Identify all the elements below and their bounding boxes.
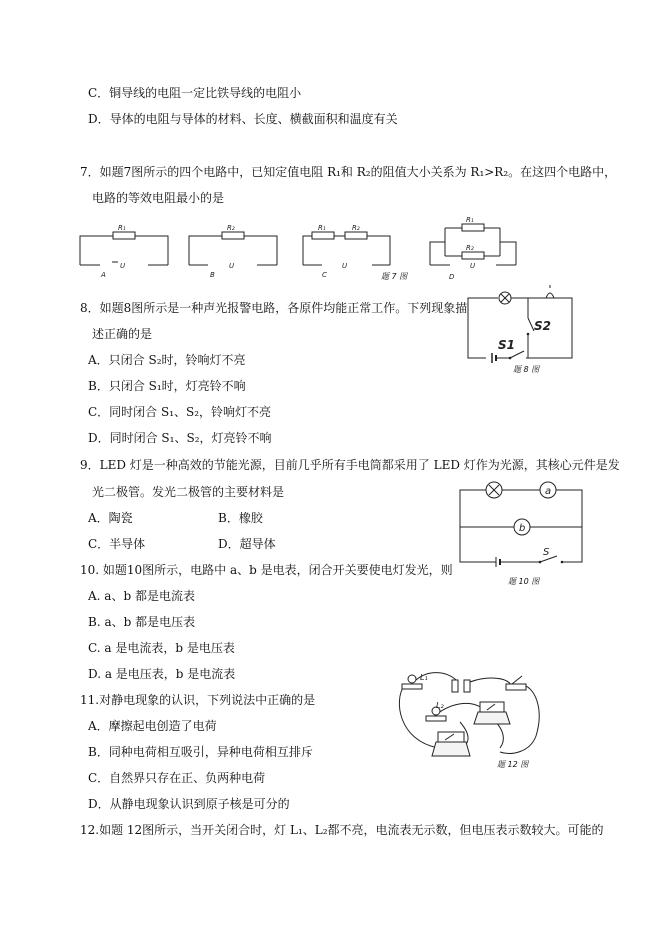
q12-switch-icon [506,684,526,690]
q8-s2-label: S2 [534,319,551,333]
q10-switch-label: S [543,547,550,558]
q8-option-c: C．同时闭合 S₁、S₂，铃响灯不亮 [88,405,272,419]
q9-option-d: D．超导体 [218,537,276,551]
q10-caption: 题 10 图 [508,577,540,586]
q12-l2-label: L₂ [436,701,444,710]
q10-meter-b-label: b [519,523,526,534]
q8-option-d: D．同时闭合 S₁、S₂，灯亮铃不响 [88,431,272,445]
q12-battery-2-icon [464,680,470,692]
q7-c-r1-label: R₁ [318,224,326,232]
q8-s1-label: S1 [498,338,515,352]
prev-option-d: D．导体的电阻与导体的材料、长度、横截面积和温度有关 [88,112,398,126]
q12-voltmeter-icon [474,712,510,724]
q11-option-b: B．同种电荷相互吸引，异种电荷相互排斥 [88,745,313,759]
q7-d-label: D [449,273,455,281]
q11-option-a: A．摩擦起电创造了电荷 [88,719,217,733]
q9-option-a: A．陶瓷 [88,511,133,525]
q10-option-b: B. a、b 都是电压表 [88,615,196,629]
q10-option-c: C. a 是电流表，b 是电压表 [88,641,235,655]
q9-stem-line2: 光二极管。发光二极管的主要材料是 [92,485,285,499]
q12-l2-base [426,716,446,721]
q11-option-d: D．从静电现象认识到原子核是可分的 [88,797,290,811]
q12-l1-lamp-icon [408,675,416,683]
q7-d-u-label: U [470,262,476,270]
q11-option-c: C．自然界只存在正、负两种电荷 [88,771,266,785]
q12-battery-1-icon [452,680,458,692]
q10-meter-a-label: a [545,486,552,497]
q7-b-r2-label: R₂ [227,224,235,232]
q11-stem: 11.对静电现象的认识，下列说法中正确的是 [80,693,316,707]
q8-stem-line2: 述正确的是 [92,327,153,341]
q8-option-a: A．只闭合 S₂时，铃响灯不亮 [88,353,246,367]
q7-caption: 题 7 图 [381,272,408,281]
q8-stem-line1: 8．如题8图所示是一种声光报警电路，各原件均能正常工作。下列现象描 [80,301,468,315]
q7-d-r2-label: R₂ [466,244,474,252]
q7-b-u-label: U [229,262,235,270]
q10-option-a: A. a、b 都是电流表 [88,589,195,603]
q7-a-r1-label: R₁ [118,224,126,232]
q7-stem-line2: 电路的等效电阻最小的是 [92,191,225,205]
q12-ammeter-icon [432,742,470,756]
q12-l1-base [402,684,422,689]
q12-stem: 12.如题 12图所示，当开关闭合时，灯 L₁、L₂都不亮，电流表无示数，但电压表示数较大。可能的 [80,823,604,837]
q9-stem-line1: 9．LED 灯是一种高效的节能光源，目前几乎所有手电筒都采用了 LED 灯作为光源，其核心元件是发 [80,458,620,472]
q12-caption: 题 12 图 [497,760,529,769]
q10-stem: 10. 如题10图所示，电路中 a、b 是电表，闭合开关要使电灯发光，则 [80,563,453,577]
q7-c-r2-label: R₂ [352,224,360,232]
q8-caption: 题 8 图 [513,365,540,374]
q7-d-r1-label: R₁ [466,216,474,224]
q7-b-label: B [210,271,215,279]
q7-c-u-label: U [342,262,348,270]
q9-option-c: C．半导体 [88,537,146,551]
q10-option-d: D. a 是电压表，b 是电流表 [88,667,236,681]
prev-option-c: C．铜导线的电阻一定比铁导线的电阻小 [88,86,302,100]
q8-option-b: B．只闭合 S₁时，灯亮铃不响 [88,379,246,393]
q7-stem-line1: 7．如题7图所示的四个电路中，已知定值电阻 R₁和 R₂的阻值大小关系为 R₁>R₂。在这四个电路中， [80,165,617,179]
q12-l1-label: L₁ [420,673,428,682]
q7-a-label: A [101,271,106,279]
q7-c-label: C [322,271,327,279]
q7-a-u-label: U [120,262,126,270]
q9-option-b: B．橡胶 [218,511,263,525]
